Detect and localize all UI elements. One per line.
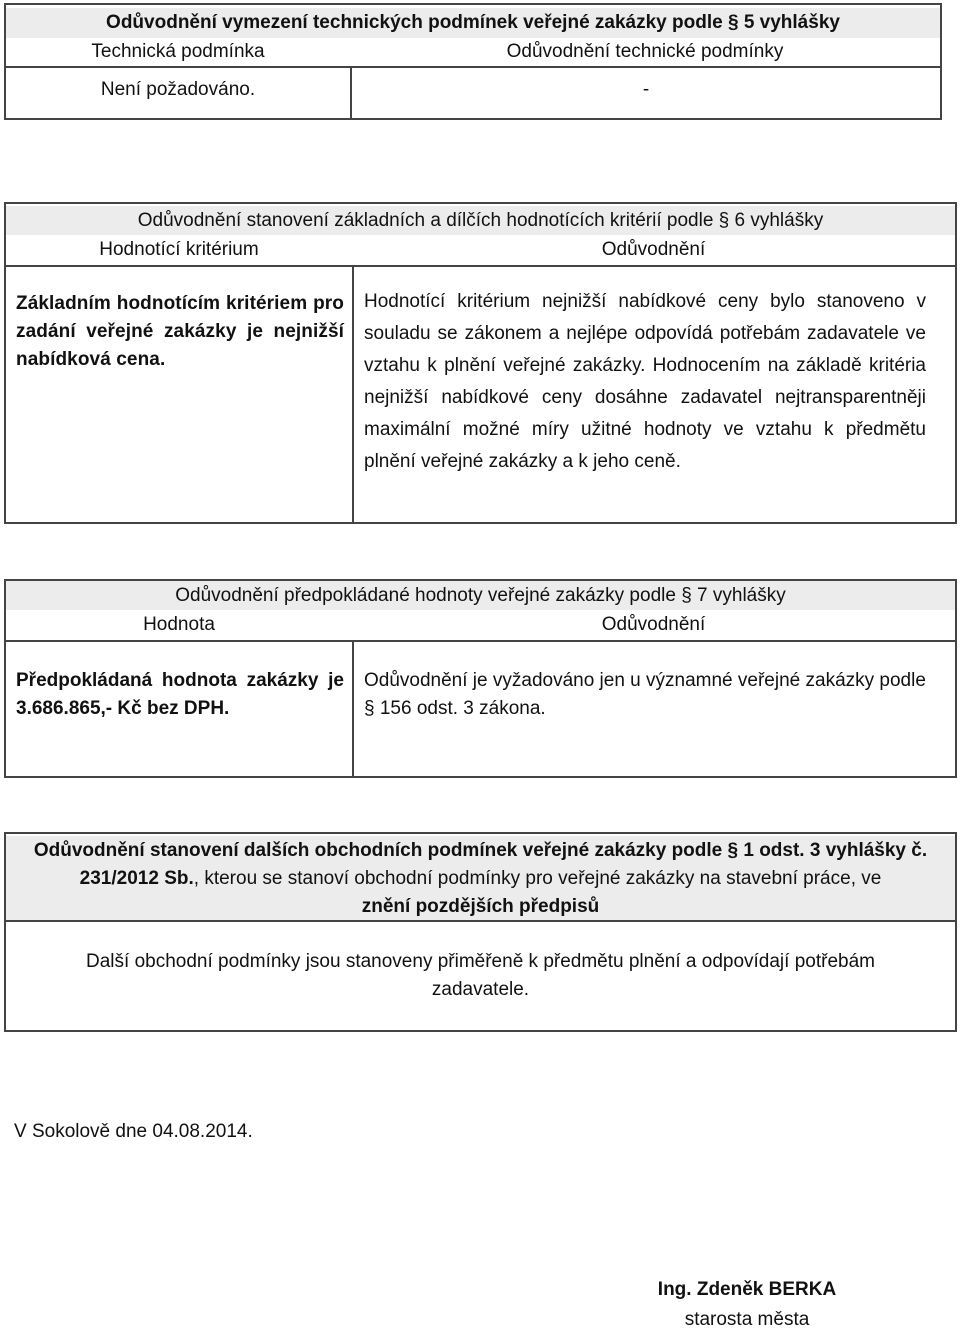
criterion-value: Základním hodnotícím kritériem pro zadání veřejné zakázky je nejnižší nabídková cena. xyxy=(16,293,344,370)
evaluation-criteria-table xyxy=(4,202,957,524)
condition-justification-value: - xyxy=(642,79,650,100)
table-title: Odůvodnění stanovení základních a dílčích hodnotících kritérií podle § 6 vyhlášky xyxy=(6,206,955,235)
estimated-value-justification: Odůvodnění je vyžadováno jen u významné veřejné zakázky podle § 156 odst. 3 zákona. xyxy=(364,670,926,719)
column-header-justification: Odůvodnění xyxy=(601,239,706,260)
technical-conditions-table xyxy=(4,3,942,120)
table-title: Odůvodnění stanovení dalších obchodních podmínek veřejné zakázky podle § 1 odst. 3 vyhlášky č. 231/2012 Sb., kterou se stanoví obchodní podmínky pro veřejné zakázky na stavební práce, ve znění pozdějších předpisů xyxy=(6,836,955,920)
signer-name: Ing. Zdeněk BERKA xyxy=(657,1279,837,1300)
table-title: Odůvodnění předpokládané hodnoty veřejné zakázky podle § 7 vyhlášky xyxy=(6,581,955,610)
condition-value: Není požadováno. xyxy=(100,79,256,100)
business-terms-table xyxy=(4,832,957,1032)
column-header-value: Hodnota xyxy=(143,614,215,635)
estimated-value-table xyxy=(4,579,957,778)
business-terms-text: Další obchodní podmínky jsou stanoveny přiměřeně k předmětu plnění a odpovídají potřebám zadavatele. xyxy=(86,951,875,1000)
column-header-justification: Odůvodnění technické podmínky xyxy=(506,41,784,62)
column-header-condition: Technická podmínka xyxy=(91,41,265,62)
place-and-date: V Sokolově dne 04.08.2014. xyxy=(14,1121,253,1142)
column-header-criterion: Hodnotící kritérium xyxy=(99,239,259,260)
criterion-justification-value: Hodnotící kritérium nejnižší nabídkové ceny bylo stanoveno v souladu se zákonem a nejlépe odpovídá potřebám zadavatele ve vztahu k plnění veřejné zakázky. Hodnocením na základě kritéria nejnižší nabídkové ceny dosáhne zadavatel nejtransparentněji maximální možné míry užitné hodnoty ve vztahu k předmětu plnění veřejné zakázky a k jeho ceně. xyxy=(364,291,926,472)
estimated-value: Předpokládaná hodnota zakázky je 3.686.865,- Kč bez DPH. xyxy=(16,670,344,719)
table-title: Odůvodnění vymezení technických podmínek veřejné zakázky podle § 5 vyhlášky xyxy=(6,8,940,38)
signer-title: starosta města xyxy=(684,1309,810,1330)
column-header-justification: Odůvodnění xyxy=(601,614,706,635)
